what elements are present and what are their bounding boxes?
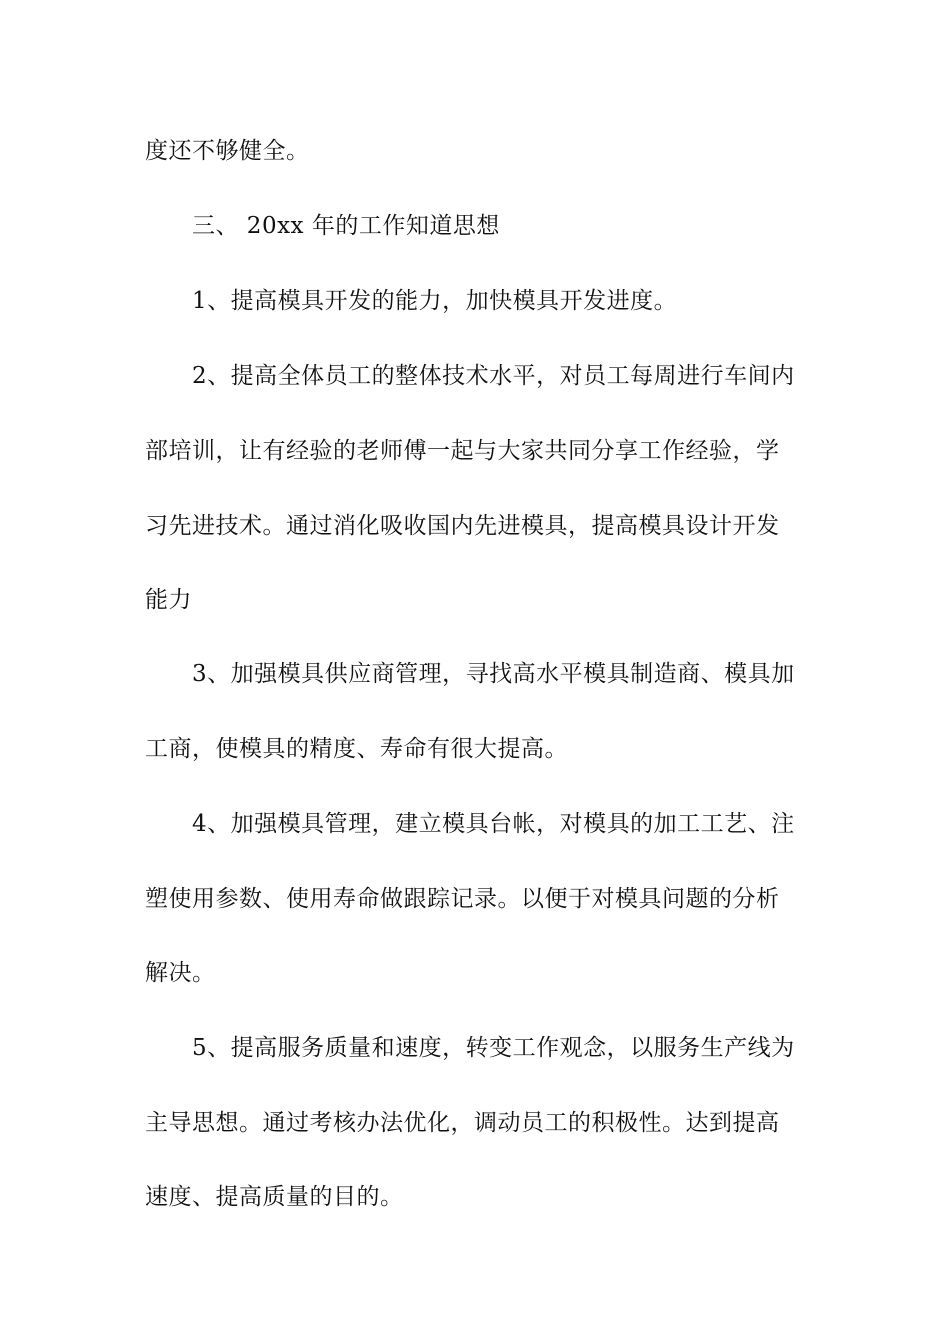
list-item-5-line-3: 速度、提高质量的目的。 [145,1184,404,1210]
list-item-5-line-1: 5、提高服务质量和速度，转变工作观念，以服务生产线为 [192,1035,795,1061]
list-item-2-line-3: 习先进技术。通过消化吸收国内先进模具，提高模具设计开发 [145,513,780,539]
list-item-3-line-2: 工商，使模具的精度、寿命有很大提高。 [145,736,568,762]
list-item-2-line-2: 部培训，让有经验的老师傅一起与大家共同分享工作经验，学 [145,438,780,464]
list-item-1: 1、提高模具开发的能力，加快模具开发进度。 [192,288,678,314]
list-item-2-line-4: 能力 [145,587,192,613]
list-item-4-line-3: 解决。 [145,960,216,986]
list-item-3-line-1: 3、加强模具供应商管理，寻找高水平模具制造商、模具加 [192,661,795,687]
list-item-4-line-1: 4、加强模具管理，建立模具台帐，对模具的加工工艺、注 [192,811,795,837]
paragraph-line: 度还不够健全。 [145,138,310,164]
list-item-2-line-1: 2、提高全体员工的整体技术水平，对员工每周进行车间内 [192,363,795,389]
list-item-5-line-2: 主导思想。通过考核办法优化，调动员工的积极性。达到提高 [145,1110,780,1136]
list-item-4-line-2: 塑使用参数、使用寿命做跟踪记录。以便于对模具问题的分析 [145,886,780,912]
section-heading: 三、 20xx 年的工作知道思想 [192,213,500,239]
